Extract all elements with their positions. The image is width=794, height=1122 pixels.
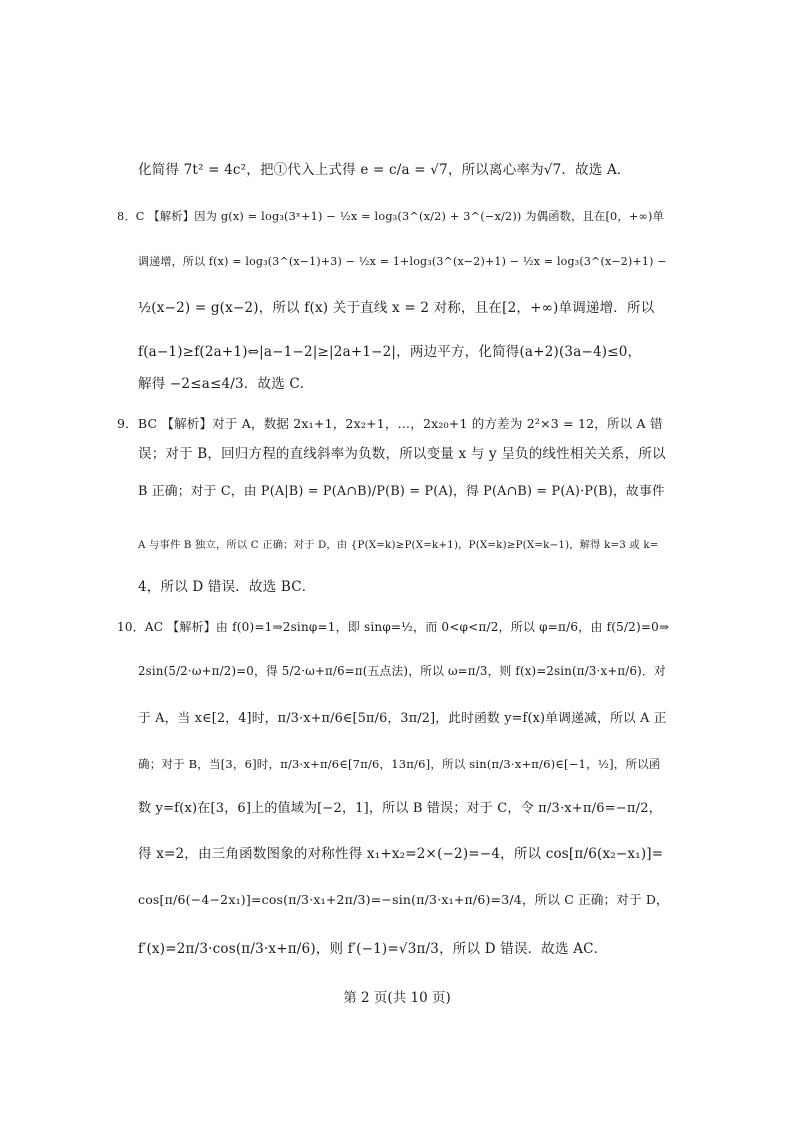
text-line: 4，所以 D 错误．故选 BC． bbox=[138, 579, 316, 595]
page-footer: 第 2 页(共 10 页) bbox=[343, 990, 451, 1006]
text-line: 调递增，所以 f(x) = log₃(3^(x−1)+3) − ½x = 1+log₃(3^(x−2)+1) − ½x = log₃(3^(x−2)+1) − bbox=[138, 255, 667, 268]
text-line: 8．C 【解析】因为 g(x) = log₃(3ˣ+1) − ½x = log₃(3^(x/2) + 3^(−x/2)) 为偶函数，且在[0，+∞)单 bbox=[117, 210, 665, 223]
text-line: 2sin(5/2·ω+π/2)=0，得 5/2·ω+π/6=π(五点法)，所以 ω=π/3，则 f(x)=2sin(π/3·x+π/6)．对 bbox=[138, 664, 666, 678]
text-line: 9．BC 【解析】对于 A，数据 2x₁+1，2x₂+1，…，2x₂₀+1 的方差为 2²×3 = 12，所以 A 错 bbox=[117, 416, 663, 431]
text-line: f′(x)=2π/3·cos(π/3·x+π/6)，则 f′(−1)=√3π/3，所以 D 错误．故选 AC． bbox=[138, 941, 608, 957]
text-line: 误；对于 B，回归方程的直线斜率为负数，所以变量 x 与 y 呈负的线性相关关系，所以 bbox=[138, 446, 666, 462]
text-line: cos[π/6(−4−2x₁)]=cos(π/3·x₁+2π/3)=−sin(π/3·x₁+π/6)=3/4，所以 C 正确；对于 D， bbox=[138, 892, 669, 907]
text-line: B 正确；对于 C，由 P(A|B) = P(A∩B)/P(B) = P(A)，得 P(A∩B) = P(A)·P(B)，故事件 bbox=[138, 484, 665, 499]
text-line: 确；对于 B，当[3，6]时，π/3·x+π/6∈[7π/6，13π/6]，所以 sin(π/3·x+π/6)∈[−1，½]，所以函 bbox=[138, 757, 661, 771]
text-line: 化简得 7t² = 4c²，把①代入上式得 e = c/a = √7，所以离心率为√7．故选 A． bbox=[138, 162, 631, 178]
text-line: A 与事件 B 独立，所以 C 正确；对于 D，由 {P(X=k)≥P(X=k+1)，P(X=k)≥P(X=k−1)，解得 k=3 或 k= bbox=[138, 539, 659, 551]
text-line: f(a−1)≥f(2a+1)⇔|a−1−2|≥|2a+1−2|，两边平方，化简得(a+2)(3a−4)≤0， bbox=[138, 344, 642, 360]
text-line: ½(x−2) = g(x−2)，所以 f(x) 关于直线 x = 2 对称，且在[2，+∞)单调递增．所以 bbox=[138, 300, 655, 316]
text-line: 于 A，当 x∈[2，4]时，π/3·x+π/6∈[5π/6，3π/2]，此时函数 y=f(x)单调递减，所以 A 正 bbox=[138, 711, 667, 726]
text-line: 解得 −2≤a≤4/3．故选 C． bbox=[138, 376, 314, 392]
text-line: 10．AC 【解析】由 f(0)=1⇒2sinφ=1，即 sinφ=½，而 0<φ<π/2，所以 φ=π/6，由 f(5/2)=0⇒ bbox=[117, 620, 670, 634]
text-line: 得 x=2，由三角函数图象的对称性得 x₁+x₂=2×(−2)=−4，所以 cos[π/6(x₂−x₁)]= bbox=[138, 846, 664, 862]
text-line: 数 y=f(x)在[3，6]上的值域为[−2，1]，所以 B 错误；对于 C，令 π/3·x+π/6=−π/2， bbox=[138, 801, 662, 816]
